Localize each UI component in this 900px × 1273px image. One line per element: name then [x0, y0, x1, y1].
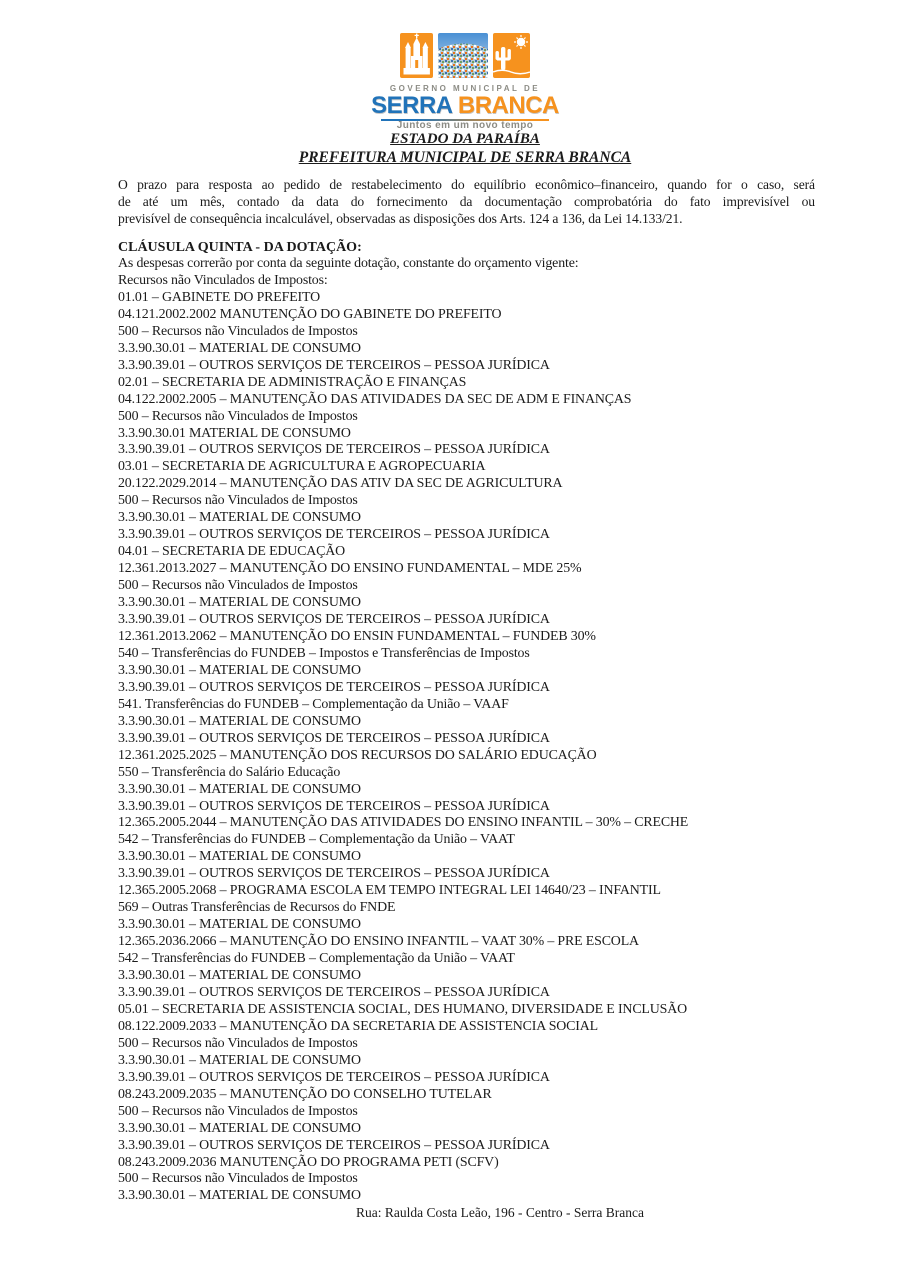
dotacao-line: 04.01 – SECRETARIA DE EDUCAÇÃO [118, 544, 346, 560]
dotacao-line: 541. Transferências do FUNDEB – Complementação da União – VAAF [118, 696, 509, 712]
dotacao-line: 12.361.2013.2027 – MANUTENÇÃO DO ENSINO FUNDAMENTAL – MDE 25% [118, 561, 582, 577]
cactus-icon [493, 33, 530, 78]
dotacao-line: 500 – Recursos não Vinculados de Impostos [118, 578, 358, 594]
clause-intro-line: As despesas correrão por conta da seguinte dotação, constante do orçamento vigente: [118, 256, 579, 271]
dotacao-line: 500 – Recursos não Vinculados de Impostos [118, 493, 358, 509]
dotacao-line: 3.3.90.39.01 – OUTROS SERVIÇOS DE TERCEIROS – PESSOA JURÍDICA [118, 866, 550, 882]
dotacao-line: 3.3.90.39.01 – OUTROS SERVIÇOS DE TERCEIROS – PESSOA JURÍDICA [118, 357, 550, 373]
wordmark-branca: BRANCA [457, 92, 559, 119]
dotacao-line: 3.3.90.30.01 – MATERIAL DE CONSUMO [118, 595, 361, 611]
dotacao-line: 3.3.90.30.01 – MATERIAL DE CONSUMO [118, 510, 361, 526]
footer-address: Rua: Raulda Costa Leão, 196 - Centro - Serra Branca [356, 1205, 644, 1220]
municipality-title: PREFEITURA MUNICIPAL DE SERRA BRANCA [298, 149, 632, 166]
dotacao-line: 03.01 – SECRETARIA DE AGRICULTURA E AGROPECUARIA [118, 459, 486, 475]
government-label: GOVERNO MUNICIPAL DE [389, 84, 541, 93]
dotacao-line: 569 – Outras Transferências de Recursos do FNDE [118, 900, 396, 916]
dotacao-line: 3.3.90.30.01 – MATERIAL DE CONSUMO [118, 917, 361, 933]
dotacao-line: 3.3.90.30.01 – MATERIAL DE CONSUMO [118, 1120, 361, 1136]
state-title: ESTADO DA PARAÍBA [390, 131, 540, 147]
dotacao-line: 04.122.2002.2005 – MANUTENÇÃO DAS ATIVIDADES DA SEC DE ADM E FINANÇAS [118, 391, 632, 407]
document-body [118, 176, 815, 1205]
dotacao-line: 500 – Recursos não Vinculados de Impostos [118, 1171, 358, 1187]
dotacao-line: 04.121.2002.2002 MANUTENÇÃO DO GABINETE DO PREFEITO [118, 306, 502, 322]
dotacao-line: 3.3.90.30.01 MATERIAL DE CONSUMO [118, 425, 351, 441]
dotacao-line: 12.361.2013.2062 – MANUTENÇÃO DO ENSIN FUNDAMENTAL – FUNDEB 30% [118, 628, 596, 644]
dotacao-line: 08.243.2009.2036 MANUTENÇÃO DO PROGRAMA PETI (SCFV) [118, 1154, 499, 1170]
dotacao-line: Recursos não Vinculados de Impostos: [118, 272, 328, 288]
dotacao-line: 3.3.90.39.01 – OUTROS SERVIÇOS DE TERCEIROS – PESSOA JURÍDICA [118, 1069, 550, 1085]
dotacao-line: 500 – Recursos não Vinculados de Impostos [118, 1035, 358, 1051]
dotacao-line: 01.01 – GABINETE DO PREFEITO [118, 289, 320, 305]
dotacao-line: 3.3.90.39.01 – OUTROS SERVIÇOS DE TERCEIROS – PESSOA JURÍDICA [118, 527, 550, 543]
wordmark-serra: SERRA [371, 92, 452, 119]
dotacao-line: 12.365.2005.2068 – PROGRAMA ESCOLA EM TEMPO INTEGRAL LEI 14640/23 – INFANTIL [118, 883, 661, 899]
dotacao-line: 12.361.2025.2025 – MANUTENÇÃO DOS RECURSOS DO SALÁRIO EDUCAÇÃO [118, 747, 597, 763]
dotacao-line: 500 – Recursos não Vinculados de Impostos [118, 408, 358, 424]
dotacao-line: 3.3.90.39.01 – OUTROS SERVIÇOS DE TERCEIROS – PESSOA JURÍDICA [118, 679, 550, 695]
clause-heading: CLÁUSULA QUINTA - DA DOTAÇÃO: [118, 240, 362, 255]
dotacao-line: 08.243.2009.2035 – MANUTENÇÃO DO CONSELHO TUTELAR [118, 1086, 492, 1102]
dotacao-line: 08.122.2009.2033 – MANUTENÇÃO DA SECRETARIA DE ASSISTENCIA SOCIAL [118, 1018, 598, 1034]
letterhead [115, 0, 815, 166]
dotacao-line: 3.3.90.30.01 – MATERIAL DE CONSUMO [118, 340, 361, 356]
dotacao-line: 3.3.90.30.01 – MATERIAL DE CONSUMO [118, 968, 361, 984]
dotacao-line: 3.3.90.39.01 – OUTROS SERVIÇOS DE TERCEIROS – PESSOA JURÍDICA [118, 730, 550, 746]
dotacao-line: 542 – Transferências do FUNDEB – Complementação da União – VAAT [118, 951, 515, 967]
dotacao-line: 540 – Transferências do FUNDEB – Impostos e Transferências de Impostos [118, 645, 530, 661]
municipal-logo [115, 33, 815, 78]
church-icon [400, 33, 433, 78]
dotacao-line: 02.01 – SECRETARIA DE ADMINISTRAÇÃO E FINANÇAS [118, 374, 467, 390]
dotacao-line: 500 – Recursos não Vinculados de Impostos [118, 1103, 358, 1119]
intro-paragraph-line: de até um mês, contado da data do fornecimento da documentação comprobatória do fato imprevisível ou [118, 194, 815, 209]
intro-paragraph [118, 176, 815, 227]
dotacao-line: 12.365.2036.2066 – MANUTENÇÃO DO ENSINO INFANTIL – VAAT 30% – PRE ESCOLA [118, 934, 639, 950]
dotacao-line: 3.3.90.39.01 – OUTROS SERVIÇOS DE TERCEIROS – PESSOA JURÍDICA [118, 442, 550, 458]
city-wordmark [115, 94, 815, 118]
dotacao-line: 3.3.90.39.01 – OUTROS SERVIÇOS DE TERCEIROS – PESSOA JURÍDICA [118, 1137, 550, 1153]
dotacao-line: 20.122.2029.2014 – MANUTENÇÃO DAS ATIV DA SEC DE AGRICULTURA [118, 476, 563, 492]
dotacao-line: 3.3.90.30.01 – MATERIAL DE CONSUMO [118, 849, 361, 865]
dotacao-line: 3.3.90.30.01 – MATERIAL DE CONSUMO [118, 1188, 361, 1204]
dotacao-line: 3.3.90.39.01 – OUTROS SERVIÇOS DE TERCEIROS – PESSOA JURÍDICA [118, 984, 550, 1000]
dotacao-lines [118, 273, 815, 1205]
logo-tagline: Juntos em um novo tempo [396, 120, 534, 131]
dotacao-line: 12.365.2005.2044 – MANUTENÇÃO DAS ATIVIDADES DO ENSINO INFANTIL – 30% – CRECHE [118, 815, 689, 831]
dotacao-line: 542 – Transferências do FUNDEB – Complementação da União – VAAT [118, 832, 515, 848]
dotacao-line: 550 – Transferência do Salário Educação [118, 764, 341, 780]
dotacao-line: 3.3.90.39.01 – OUTROS SERVIÇOS DE TERCEIROS – PESSOA JURÍDICA [118, 798, 550, 814]
dotacao-line: 3.3.90.30.01 – MATERIAL DE CONSUMO [118, 662, 361, 678]
dotacao-line: 500 – Recursos não Vinculados de Impostos [118, 323, 358, 339]
intro-paragraph-line: previsível de consequência incalculável, observadas as disposições dos Arts. 124 a 136, da Lei 14.133/21. [118, 211, 683, 226]
cityscape-icon [438, 33, 488, 78]
dotacao-line: 05.01 – SECRETARIA DE ASSISTENCIA SOCIAL, DES HUMANO, DIVERSIDADE E INCLUSÃO [118, 1001, 687, 1017]
dotacao-line: 3.3.90.39.01 – OUTROS SERVIÇOS DE TERCEIROS – PESSOA JURÍDICA [118, 612, 550, 628]
dotacao-line: 3.3.90.30.01 – MATERIAL DE CONSUMO [118, 1052, 361, 1068]
intro-paragraph-line: O prazo para resposta ao pedido de restabelecimento do equilíbrio econômico–financeiro, quando for o caso, será [118, 177, 815, 192]
dotacao-line: 3.3.90.30.01 – MATERIAL DE CONSUMO [118, 781, 361, 797]
dotacao-line: 3.3.90.30.01 – MATERIAL DE CONSUMO [118, 713, 361, 729]
